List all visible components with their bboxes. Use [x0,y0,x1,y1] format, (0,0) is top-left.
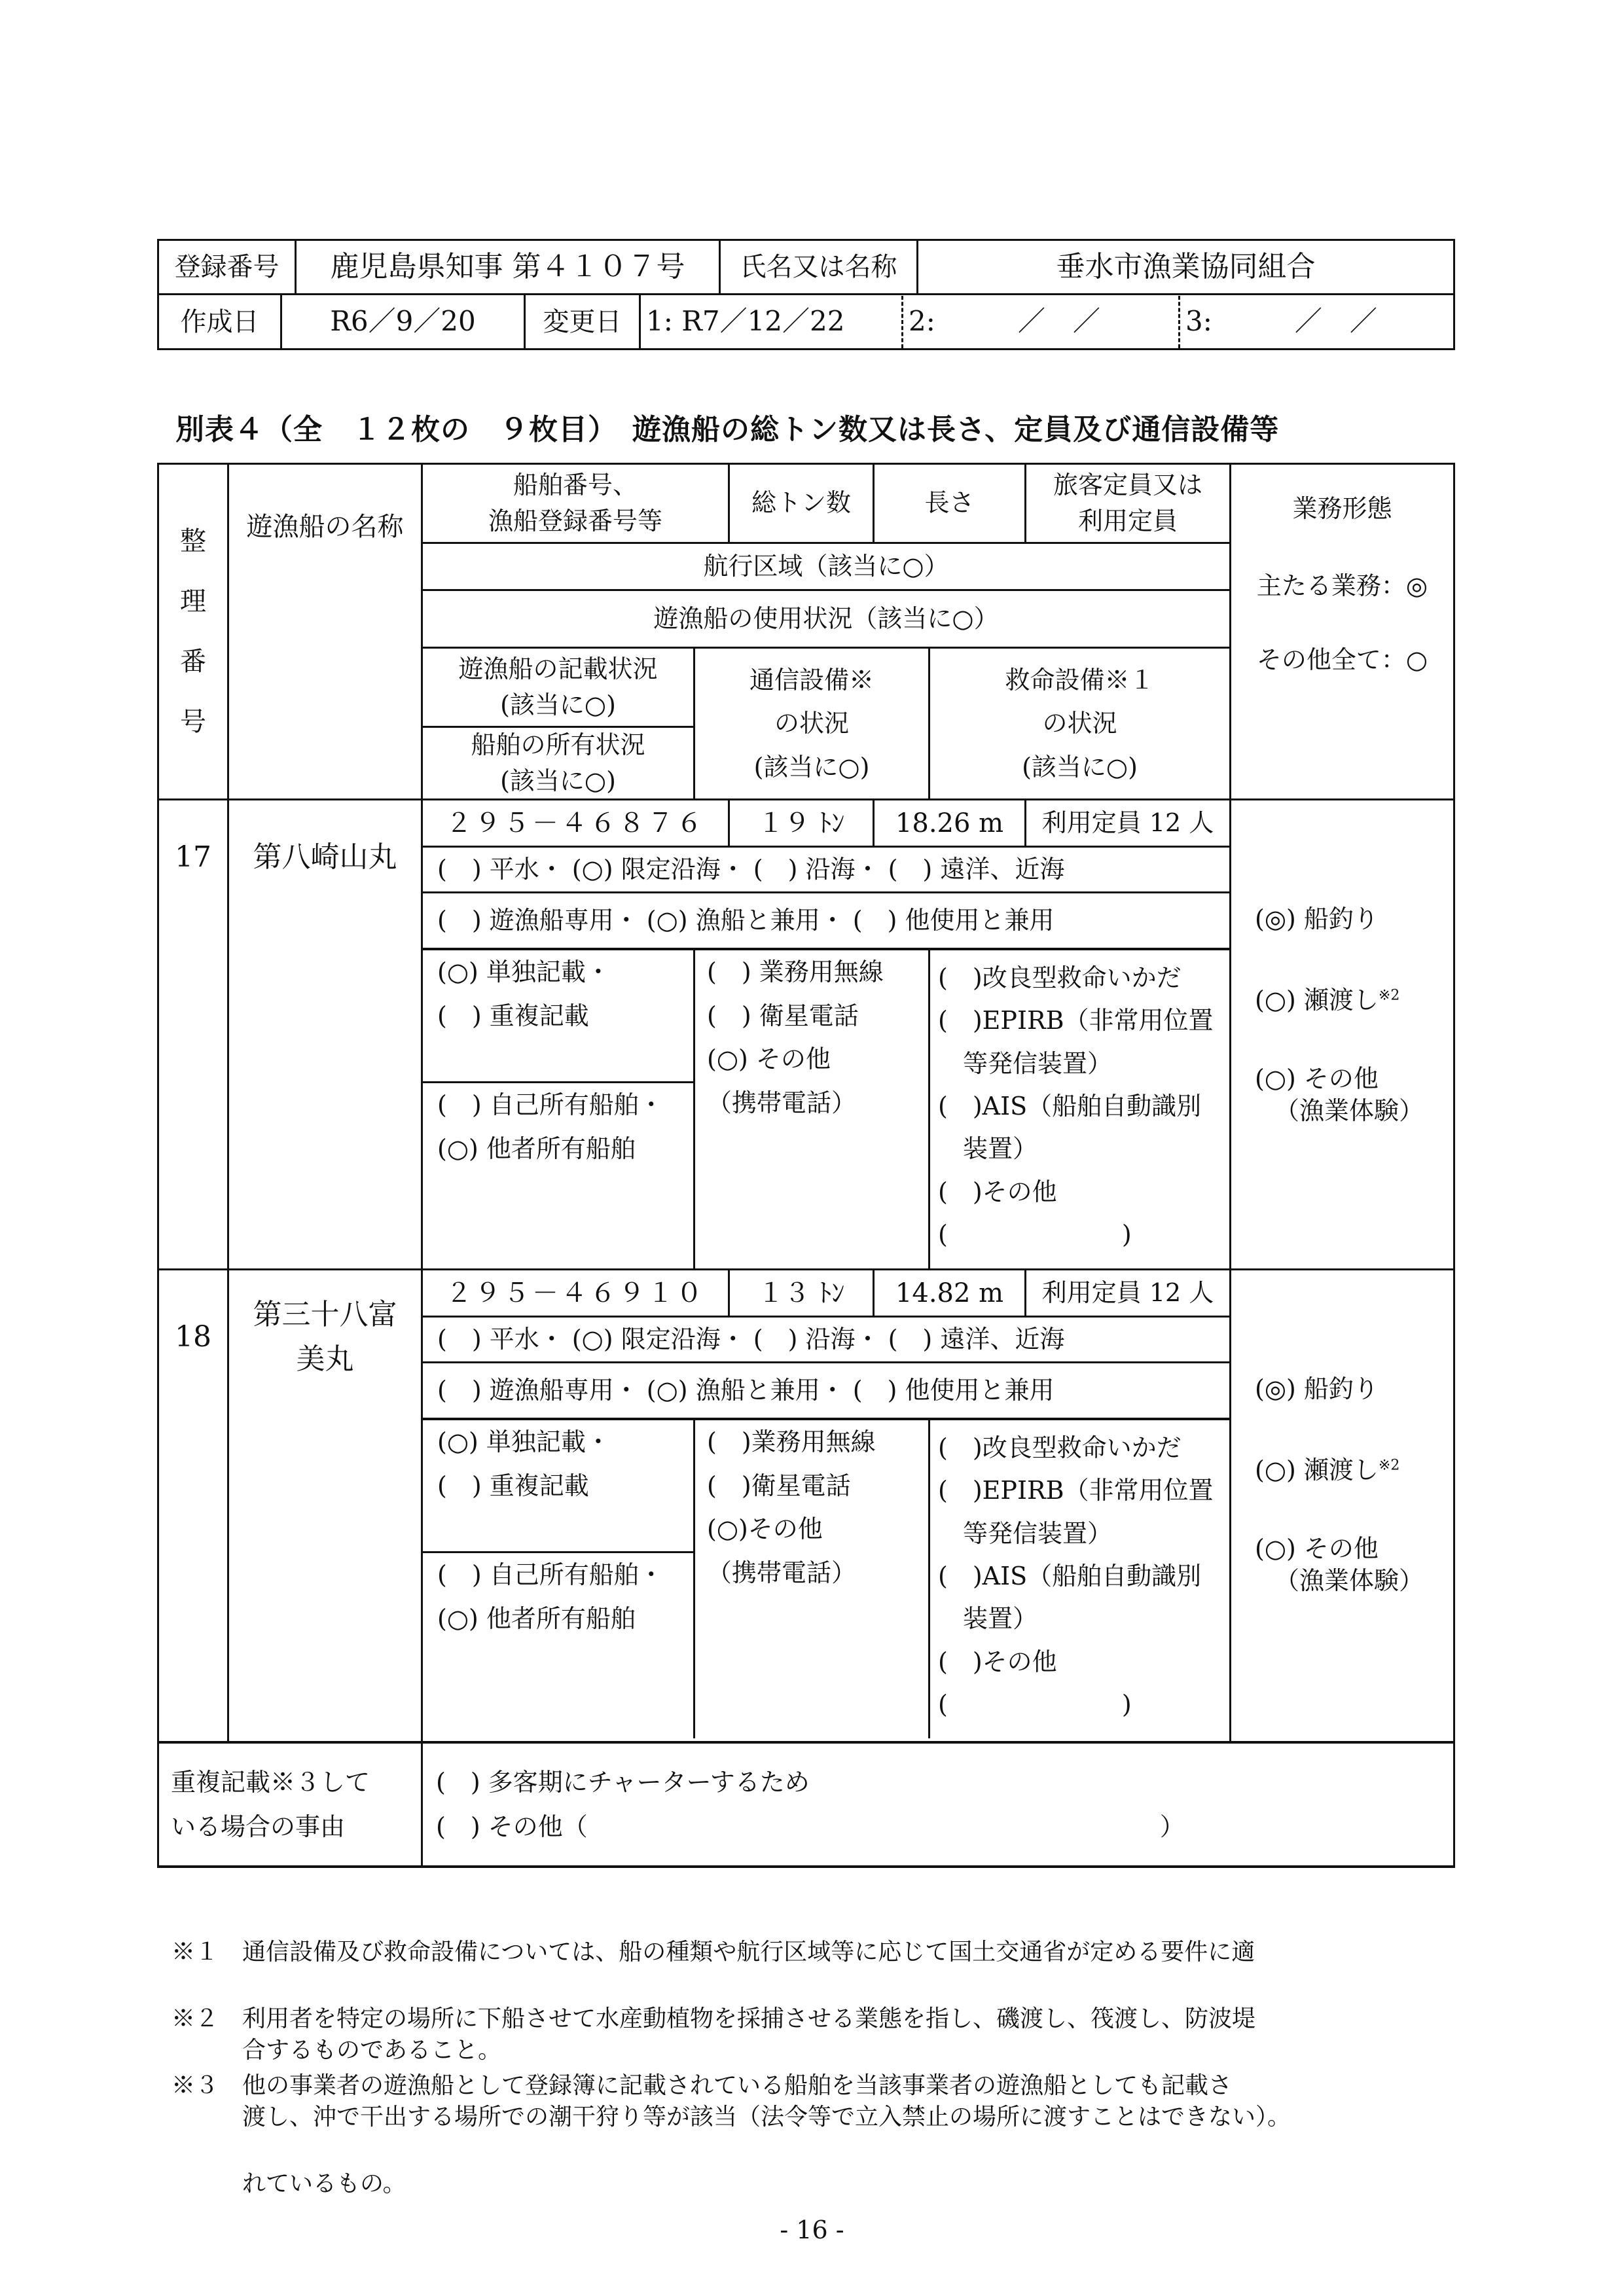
change-date-2: 2: ／ ／ [909,305,1100,338]
ship-business-option[interactable] [1255,1063,1379,1095]
header-seiri-char: 理 [180,586,206,617]
ship-comm-option: （携帯電話） [707,1088,857,1117]
ship-comm-equipment [695,950,928,1268]
ship-usage-status: ( ) 遊漁船専用・ (○) 漁船と兼用・ ( ) 他使用と兼用 [437,905,1055,935]
ship-lifesaving-option[interactable]: ( )EPIRB（非常用位置 [938,1006,1214,1035]
ship-navigation-area: ( ) 平水・ (○) 限定沿海・ ( ) 沿海・ ( ) 遠洋、近海 [437,854,1065,884]
ship-comm-option[interactable]: (○)その他 [707,1515,823,1543]
duplicate-reason-option-other[interactable]: ( ) その他（ ） [436,1812,1185,1841]
ship-listing-option[interactable]: ( ) 重複記載 [437,1001,589,1030]
header-lifesaving-line: (該当に○) [1022,752,1138,781]
ship-name [229,818,421,897]
ship-business-type [1231,1373,1453,1648]
header-seiri-char: 整 [180,526,206,556]
header-business-main: 主たる業務：◎ [1256,571,1428,600]
ship-business-option[interactable] [1255,984,1399,1016]
header-listing-status [423,649,693,726]
ship-number: ２９５－４６９１０ [446,1278,705,1308]
ship-seiri-number: 17 [175,840,211,874]
ship-ownership-status [423,1083,693,1268]
ship-ownership-option[interactable]: (○) 他者所有船舶 [437,1134,636,1163]
business-option-text: (○) 瀬渡し [1255,986,1379,1015]
header-seiri-bango [159,465,227,798]
duplicate-reason-label [159,1744,421,1865]
ship-comm-option: （携帯電話） [707,1558,857,1587]
duplicate-reason-option-charter[interactable]: ( ) 多客期にチャーターするため [436,1767,810,1797]
header-comm-equipment [695,649,928,798]
ship-business-option [1255,1095,1424,1127]
ship-lifesaving-option[interactable]: ( ) [938,1690,1132,1719]
ship-lifesaving-option[interactable]: ( )その他 [938,1647,1057,1676]
ship-lifesaving-option[interactable]: ( )改良型救命いかだ [938,963,1182,992]
name-value: 垂水市漁業協同組合 [1056,250,1316,284]
ship-lifesaving-option[interactable]: 等発信装置） [938,1518,1113,1548]
ship-lifesaving-option[interactable]: 装置） [938,1604,1038,1634]
ship-listing-option[interactable]: (○) 単独記載・ [437,958,611,986]
ship-lifesaving-option[interactable]: ( )EPIRB（非常用位置 [938,1476,1214,1505]
footnote-line: ※３ 他の事業者の遊漁船として登録簿に記載されている船舶を当該事業者の遊漁船としても記載さ [171,2072,1233,2099]
footnote-line: れているもの。 [171,2170,406,2197]
header-capacity [1026,465,1229,542]
ship-comm-option[interactable]: (○) その他 [707,1045,831,1073]
footnote-line: 合するものであること。 [171,2037,502,2064]
header-seiri-char: 番 [180,647,206,677]
header-lifesaving-line: 救命設備※１ [1005,665,1155,694]
ship-business-option[interactable] [1255,1533,1379,1565]
header-comm-line: の状況 [774,709,849,738]
ship-seiri-number: 18 [175,1320,211,1354]
ship-ownership-option[interactable]: ( ) 自己所有船舶・ [437,1090,664,1119]
header-listing-line: 遊漁船の記載状況 [458,654,658,683]
business-option-text: (○) 瀬渡し [1255,1456,1379,1485]
ship-number: ２９５－４６８７６ [446,808,705,838]
duplicate-reason-options [423,1744,1453,1865]
reg-no-value: 鹿児島県知事 第４１０７号 [330,250,685,284]
header-lifesaving-equipment [930,649,1229,798]
ship-lifesaving-option[interactable]: ( )その他 [938,1177,1057,1206]
change-date-3: 3: ／ ／ [1185,305,1377,338]
ship-name [229,1288,421,1386]
ship-lifesaving-option[interactable]: 装置） [938,1134,1038,1164]
ship-business-option[interactable] [1255,1373,1379,1405]
ship-lifesaving-equipment [930,950,1229,1268]
ship-listing-option[interactable]: ( ) 重複記載 [437,1471,589,1500]
ship-name-line: 美丸 [296,1342,354,1376]
ship-usage-status: ( ) 遊漁船専用・ (○) 漁船と兼用・ ( ) 他使用と兼用 [437,1375,1055,1405]
ship-business-option[interactable] [1255,1454,1399,1486]
created-date: R6／9／20 [330,305,476,338]
business-option-text: (○) その他 [1255,1534,1379,1563]
header-ownership-status [423,728,693,798]
business-option-text: (◎) 船釣り [1255,1374,1379,1403]
created-label: 作成日 [180,306,259,337]
ship-ownership-status [423,1553,693,1738]
ship-name-line: 第八崎山丸 [253,840,397,874]
ship-lifesaving-option[interactable]: ( )改良型救命いかだ [938,1433,1182,1462]
ship-lifesaving-option[interactable]: ( )AIS（船舶自動識別 [938,1092,1202,1121]
header-ship-number-line: 漁船登録番号等 [488,507,662,535]
header-listing-line: (該当に○) [500,691,616,719]
change-date-1: 1: R7／12／22 [646,305,845,338]
ship-listing-status [423,1420,693,1551]
ship-business-type [1231,903,1453,1178]
header-business-title: 業務形態 [1292,494,1392,523]
header-comm-line: (該当に○) [753,752,870,781]
header-lifesaving-line: の状況 [1042,709,1117,738]
ship-listing-option[interactable]: (○) 単独記載・ [437,1427,611,1456]
header-ownership-line: (該当に○) [500,766,616,795]
ship-ownership-option[interactable]: (○) 他者所有船舶 [437,1604,636,1633]
header-tonnage: 総トン数 [751,488,851,518]
ship-capacity: 利用定員 12 人 [1041,1278,1214,1307]
business-option-text: （漁業体験） [1274,1096,1424,1126]
page-number: - 16 - [780,2215,844,2244]
ship-ownership-option[interactable]: ( ) 自己所有船舶・ [437,1560,664,1589]
ship-lifesaving-equipment [930,1420,1229,1738]
ship-lifesaving-option[interactable]: ( ) [938,1220,1132,1249]
ship-lifesaving-option[interactable]: 等発信装置） [938,1049,1113,1078]
ship-lifesaving-option[interactable]: ( )AIS（船舶自動識別 [938,1562,1202,1591]
footnote-line: ※２ 利用者を特定の場所に下船させて水産動植物を採捕させる業態を指し、磯渡し、筏渡し、防波堤 [171,2005,1256,2032]
header-ship-name: 遊漁船の名称 [246,512,404,542]
ship-tonnage: １９ ﾄﾝ [757,808,845,838]
ship-length: 18.26 m [895,808,1004,838]
footnote-line: ※１ 通信設備及び救命設備については、船の種類や航行区域等に応じて国土交通省が定める要件に適 [171,1939,1255,1965]
ship-tonnage: １３ ﾄﾝ [757,1278,845,1308]
header-business-other: その他全て：○ [1256,645,1428,674]
header-length: 長さ [924,488,975,518]
header-business-type [1231,465,1453,798]
header-usage-status: 遊漁船の使用状況（該当に○） [653,603,999,633]
header-seiri-char: 号 [180,707,206,737]
header-ownership-line: 船舶の所有状況 [471,730,645,759]
header-ship-number [423,465,728,542]
ship-comm-option[interactable]: ( )衛星電話 [707,1471,851,1500]
changed-label: 変更日 [543,306,622,337]
footnote-line: 渡し、沖で干出する場所での潮干狩り等が該当（法令等で立入禁止の場所に渡すことはできない）。 [171,2104,1291,2130]
ship-capacity: 利用定員 12 人 [1041,808,1214,837]
header-comm-line: 通信設備※ [749,665,874,694]
ship-comm-option[interactable]: ( )業務用無線 [707,1427,876,1456]
business-option-text: （漁業体験） [1274,1566,1424,1596]
ship-comm-equipment [695,1420,928,1738]
reg-no-label: 登録番号 [174,252,280,282]
header-capacity-line: 利用定員 [1077,507,1178,535]
header-capacity-line: 旅客定員又は [1053,470,1202,499]
ship-length: 14.82 m [895,1278,1004,1308]
header-ship-number-line: 船舶番号、 [513,470,638,499]
ship-comm-option[interactable]: ( ) 業務用無線 [707,958,884,986]
footnote-ref-2: ※2 [1378,1457,1400,1474]
header-navigation-area: 航行区域（該当に○） [703,551,949,581]
ship-listing-status [423,950,693,1081]
business-option-text: (◎) 船釣り [1255,905,1379,933]
business-option-text: (○) その他 [1255,1064,1379,1093]
page-title: 別表４（全 １２枚の ９枚目） 遊漁船の総トン数又は長さ、定員及び通信設備等 [175,413,1280,446]
ship-navigation-area: ( ) 平水・ (○) 限定沿海・ ( ) 沿海・ ( ) 遠洋、近海 [437,1324,1065,1354]
ship-comm-option[interactable]: ( ) 衛星電話 [707,1001,859,1030]
ship-business-option [1255,1565,1424,1597]
duplicate-reason-label-line: いる場合の事由 [171,1812,346,1841]
name-label: 氏名又は名称 [740,252,897,282]
footnote-ref-2: ※2 [1378,987,1400,1004]
ship-name-line: 第三十八富 [253,1297,397,1331]
ship-business-option[interactable] [1255,903,1379,935]
duplicate-reason-label-line: 重複記載※３して [171,1767,370,1797]
